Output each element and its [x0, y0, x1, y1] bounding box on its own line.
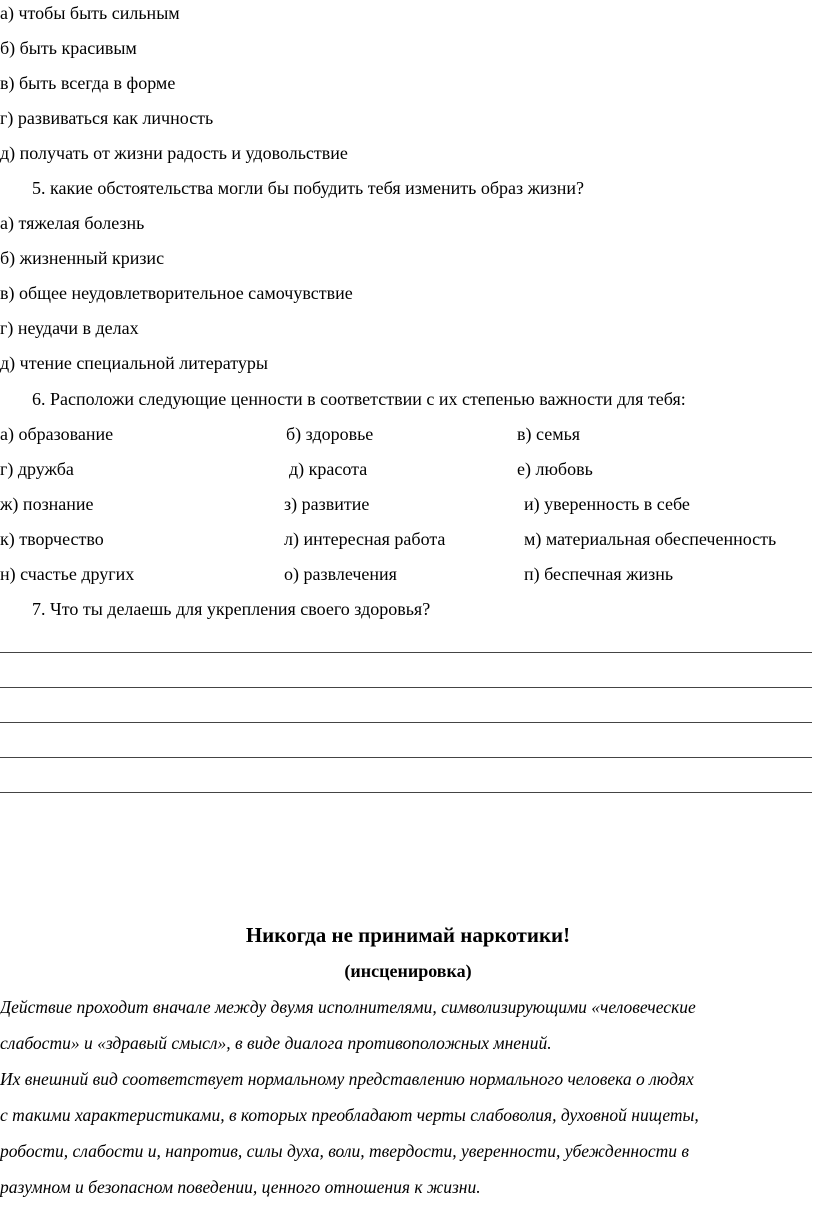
scene-subtitle: (инсценировка) — [344, 961, 472, 981]
scene-paragraph-line: с такими характеристиками, в которых преобладают черты слабоволия, духовной нищеты, — [0, 1105, 699, 1125]
scene-paragraph-line: робости, слабости и, напротив, силы духа, воли, твердости, уверенности, убежденности в — [0, 1141, 689, 1161]
q4-option-d: г) развиваться как личность — [0, 108, 214, 128]
answer-line[interactable] — [0, 792, 812, 793]
q6-value: м) материальная обеспеченность — [524, 529, 777, 549]
scene-paragraph-line: Их внешний вид соответствует нормальному представлению нормального человека о людях — [0, 1069, 694, 1089]
q5-option-d: г) неудачи в делах — [0, 318, 139, 338]
q4-option-a: а) чтобы быть сильным — [0, 3, 180, 23]
q4-option-c: в) быть всегда в форме — [0, 73, 176, 93]
q5-option-c: в) общее неудовлетворительное самочувствие — [0, 283, 353, 303]
answer-line[interactable] — [0, 652, 812, 653]
q6-value: з) развитие — [284, 494, 370, 514]
scene-paragraph-line: Действие проходит вначале между двумя исполнителями, символизирующими «человеческие — [0, 997, 696, 1017]
q6-value: к) творчество — [0, 529, 104, 549]
q6-value: в) семья — [517, 424, 581, 444]
q6-value: ж) познание — [0, 494, 94, 514]
answer-line[interactable] — [0, 757, 812, 758]
q6-question: 6. Расположи следующие ценности в соответствии с их степенью важности для тебя: — [32, 389, 686, 409]
answer-line[interactable] — [0, 687, 812, 688]
q5-option-e: д) чтение специальной литературы — [0, 353, 269, 373]
q6-value: н) счастье других — [0, 564, 135, 584]
q6-value: п) беспечная жизнь — [524, 564, 674, 584]
q6-value: о) развлечения — [284, 564, 397, 584]
q7-question: 7. Что ты делаешь для укрепления своего здоровья? — [32, 599, 431, 619]
q6-value: а) образование — [0, 424, 114, 444]
scene-paragraph-line: разумном и безопасном поведении, ценного отношения к жизни. — [0, 1177, 481, 1197]
scene-title: Никогда не принимай наркотики! — [245, 923, 571, 947]
q6-value: и) уверенность в себе — [524, 494, 690, 514]
q5-option-b: б) жизненный кризис — [0, 248, 165, 268]
q5-option-a: а) тяжелая болезнь — [0, 213, 145, 233]
q6-value: е) любовь — [517, 459, 593, 479]
q4-option-e: д) получать от жизни радость и удовольствие — [0, 143, 348, 163]
q4-option-b: б) быть красивым — [0, 38, 137, 58]
q5-question: 5. какие обстоятельства могли бы побудить тебя изменить образ жизни? — [32, 178, 585, 198]
scene-paragraph-line: слабости» и «здравый смысл», в виде диалога противоположных мнений. — [0, 1033, 552, 1053]
q6-value: г) дружба — [0, 459, 74, 479]
q6-value: д) красота — [289, 459, 368, 479]
q6-value: л) интересная работа — [284, 529, 446, 549]
q6-value: б) здоровье — [286, 424, 374, 444]
answer-line[interactable] — [0, 722, 812, 723]
